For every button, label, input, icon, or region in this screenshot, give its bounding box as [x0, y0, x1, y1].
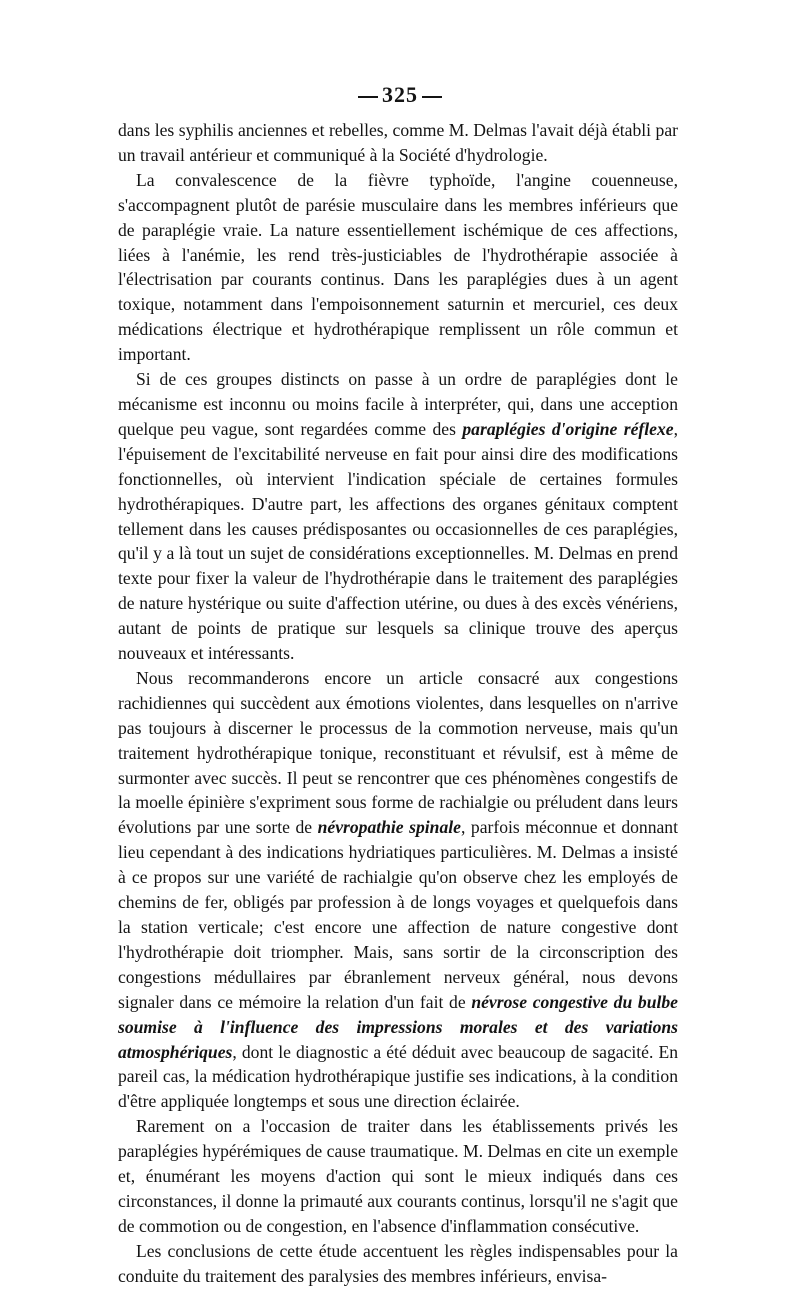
italic-phrase: névrose congestive du bulbe soumise à l'influence des impressions morales et des variations atmosphériques: [118, 991, 678, 1062]
body-paragraph: [118, 367, 678, 666]
text-run: La convalescence de la fièvre typhoïde, l'angine couenneuse, s'accompagnent plutôt de parésie musculaire dans les membres inférieurs que de paraplégie vraie. La nature essentiellement ischémique de ces affections, liées à l'anémie, les rend très-justiciables de l'hydrothérapie associée à l'électrisation par courants continus. Dans les paraplégies dues à un agent toxique, notamment dans l'empoisonnement saturnin et mercuriel, ces deux médications électrique et hydrothérapique remplissent un rôle commun et important.: [118, 169, 678, 365]
body-paragraph: [118, 168, 678, 367]
text-run: Les conclusions de cette étude accentuent les règles indispensables pour la conduite du traitement des paralysies des membres inférieurs, envisa-: [118, 1240, 678, 1286]
text-run: Si de ces groupes distincts on passe à un ordre de paraplégies dont le mécanisme est inconnu ou moins facile à interpréter, qui, dans une acception quelque peu vague, sont regardées comme des: [118, 369, 678, 439]
text-run: , dont le diagnostic a été déduit avec beaucoup de sagacité. En pareil cas, la médication hydrothérapique justifie ses indications, à la condition d'être appliquée longtemps et sous une direction éclairée.: [118, 1041, 678, 1112]
body-paragraph: [118, 666, 678, 1114]
page-body: [118, 118, 678, 1289]
body-paragraph: [118, 1114, 678, 1239]
italic-phrase: paraplégies d'origine réflexe: [462, 418, 674, 439]
text-run: , l'épuisement de l'excitabilité nerveuse en fait pour ainsi dire des modifications fonctionnelles, où intervient l'indication spéciale de certaines formules hydrothérapiques. D'autre part, les affections des organes génitaux comptent tellement dans les causes prédisposantes ou occasionnelles de ces paraplégies, qu'il y a là tout un sujet de considérations exceptionnelles. M. Delmas en prend texte pour fixer la valeur de l'hydrothérapie dans le traitement des paraplégies de nature hystérique ou suite d'affection utérine, ou dues à des excès vénériens, autant de points de pratique sur lesquels sa clinique trouve des aperçus nouveaux et intéressants.: [118, 418, 678, 664]
text-run: , parfois méconnue et donnant lieu cependant à des indications hydriatiques particulières. M. Delmas a insisté à ce propos sur une variété de rachialgie qu'on observe chez les employés de chemins de fer, obligés par profession à de longs voyages et quelquefois dans la station verticale; c'est encore une affection de nature congestive dont l'hydrothérapie doit triompher. Mais, sans sortir de la circonscription des congestions médullaires par ébranlement nerveux général, nous devons signaler dans ce mémoire la relation d'un fait de: [118, 817, 678, 1012]
page-number: 325: [0, 82, 800, 108]
body-paragraph: [118, 1239, 678, 1289]
text-run: Nous recommanderons encore un article consacré aux congestions rachidiennes qui succèdent aux émotions violentes, dans lesquelles on n'arrive pas toujours à discerner le processus de la commotion nerveuse, mais qu'un traitement hydrothérapique tonique, reconstituant et révulsif, est à même de surmonter avec succès. Il peut se rencontrer que ces phénomènes congestifs de la moelle épinière s'expriment sous forme de rachialgie ou préludent dans leurs évolutions par une sorte de: [118, 667, 678, 838]
body-paragraph: [118, 118, 678, 168]
text-run: dans les syphilis anciennes et rebelles, comme M. Delmas l'avait déjà établi par un travail antérieur et communiqué à la Société d'hydrologie.: [118, 120, 678, 165]
italic-phrase: névropathie spinale: [317, 817, 461, 838]
text-run: Rarement on a l'occasion de traiter dans les établissements privés les paraplégies hypérémiques de cause traumatique. M. Delmas en cite un exemple et, énumérant les moyens d'action qui sont le mieux indiqués dans ces circonstances, il donne la primauté aux courants continus, lorsqu'il ne s'agit que de commotion ou de congestion, en l'absence d'inflammation consécutive.: [118, 1116, 678, 1236]
